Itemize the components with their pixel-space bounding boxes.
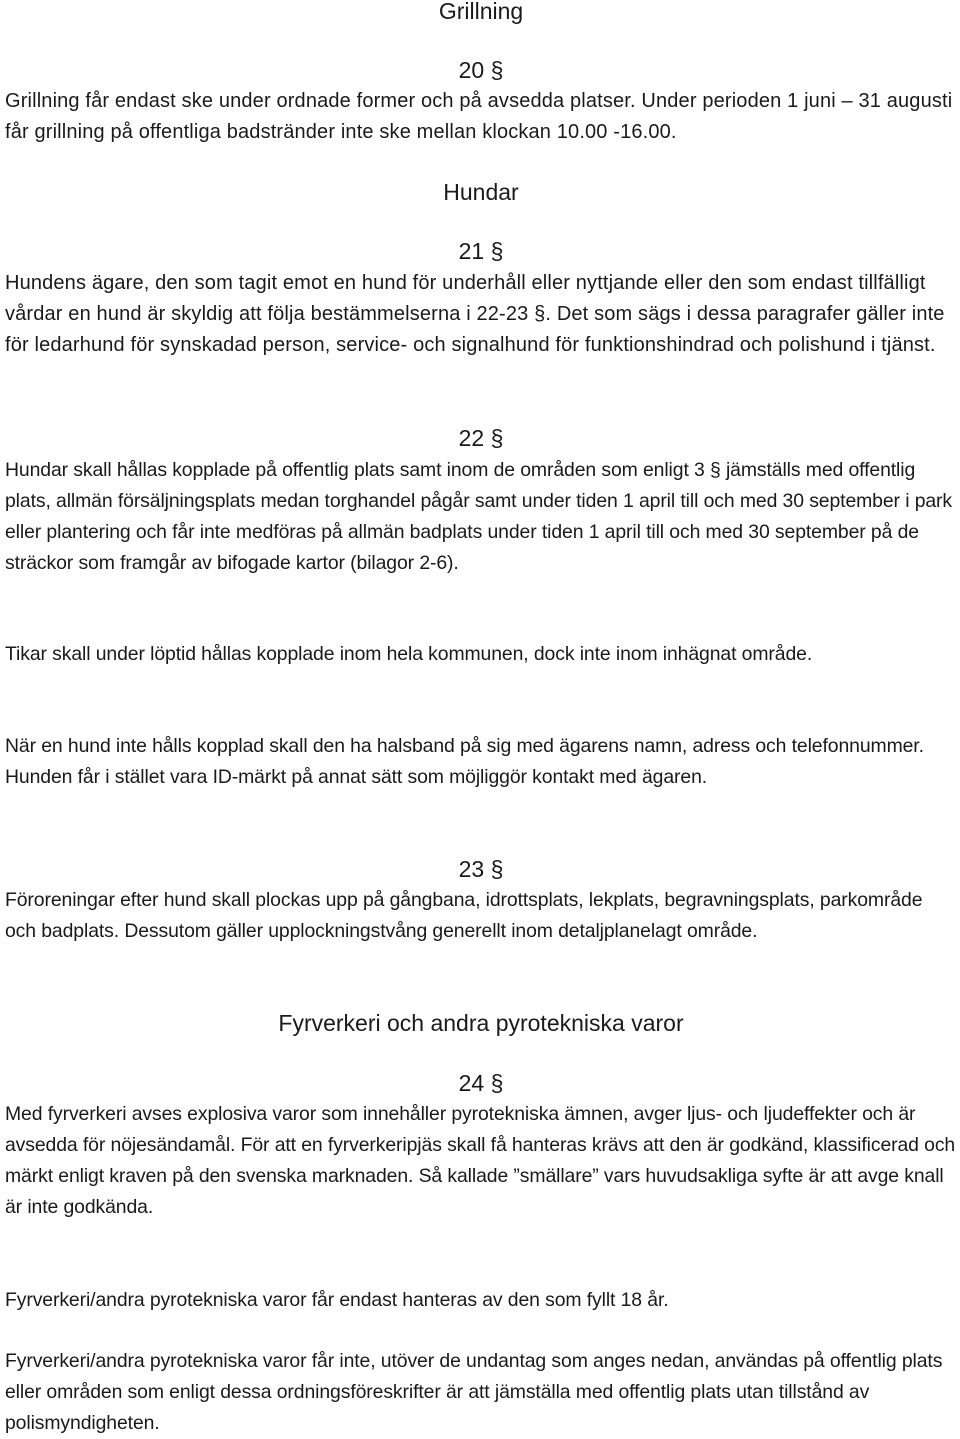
paragraph-21-text-a: Hundens ägare, den som tagit emot en hund för underhåll eller nyttjande eller den som endast tillfälligt vårdar en hund är skyldig att följa bestämmelserna i 22-23 § — [5, 272, 926, 325]
section-title-hundar: Hundar — [443, 179, 519, 205]
paragraph-number-23: 23 § — [458, 856, 504, 882]
paragraph-21-text-b: . Det som sägs i dessa paragrafer gäller inte för ledarhund för synskadad person, service- och signalhund för funktionshindrad och polishund i tjänst. — [5, 303, 945, 356]
paragraph-23-text: Föroreningar efter hund skall plockas upp på gångbana, idrottsplats, lekplats, begravningsplats, parkområde och badplats. Dessutom gäller upplockningstvång generellt inom detaljplanelagt område. — [5, 889, 923, 942]
paragraph-20-text: Grillning får endast ske under ordnade former och på avsedda platser. Under perioden 1 juni – 31 augusti får grillning på offentliga badstränder inte ske mellan klockan 10.00 -16.00. — [5, 90, 953, 143]
paragraph-number-21: 21 § — [458, 238, 504, 264]
paragraph-22-text-b: Tikar skall under löptid hållas kopplade inom hela kommunen, dock inte inom inhägnat område. — [5, 643, 813, 665]
section-title-fyrverkeri: Fyrverkeri och andra pyrotekniska varor — [278, 1010, 684, 1036]
paragraph-24-text-b: Fyrverkeri/andra pyrotekniska varor får endast hanteras av den som fyllt 18 år. — [5, 1289, 669, 1311]
paragraph-number-22: 22 § — [458, 425, 504, 451]
section-title-grillning: Grillning — [438, 0, 524, 24]
paragraph-21-text — [5, 268, 957, 361]
paragraph-22-text-a: Hundar skall hållas kopplade på offentlig plats samt inom de områden som enligt 3 § jämställs med offentlig plats, allmän försäljningsplats medan torghandel pågår samt under tiden 1 april till och med 30 september i park eller plantering och får inte medföras på allmän badplats under tiden 1 april till och med 30 september på de sträckor som framgår av bifogade kartor (bilagor 2-6). — [5, 459, 953, 574]
paragraph-24-text-a: Med fyrverkeri avses explosiva varor som innehåller pyrotekniska ämnen, avger ljus- och ljudeffekter och är avsedda för nöjesändamål. För att en fyrverkeripjäs skall få hanteras krävs att den är godkänd, klassificerad och märkt enligt kraven på den svenska marknaden. Så kallade ”smällare” vars huvudsakliga syfte är att avge knall är inte godkända. — [5, 1103, 956, 1218]
paragraph-number-20: 20 § — [458, 57, 504, 83]
paragraph-number-24: 24 § — [458, 1070, 504, 1096]
paragraph-24-text-c: Fyrverkeri/andra pyrotekniska varor får inte, utöver de undantag som anges nedan, användas på offentlig plats eller områden som enligt dessa ordningsföreskrifter är att jämställa med offentlig plats utan tillstånd av polismyndigheten. — [5, 1350, 943, 1434]
paragraph-22-text-c: När en hund inte hålls kopplad skall den ha halsband på sig med ägarens namn, adress och telefonnummer. Hunden får i stället vara ID-märkt på annat sätt som möjliggör kontakt med ägaren. — [5, 735, 924, 788]
